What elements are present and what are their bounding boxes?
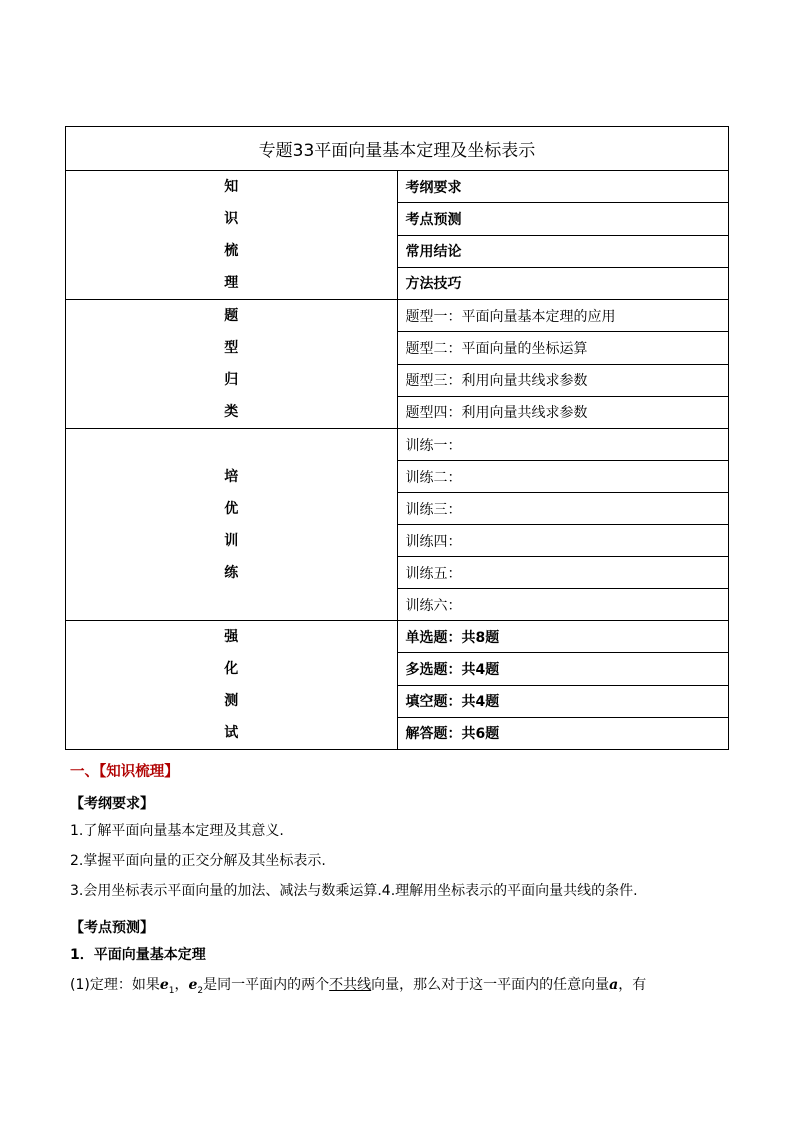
table-item: 考纲要求 — [397, 171, 729, 203]
table-row — [66, 300, 729, 332]
section-label — [66, 300, 398, 429]
table-item: 解答题：共6题 — [397, 717, 729, 749]
table-row — [66, 429, 729, 461]
section-label-char: 类 — [224, 404, 239, 420]
section-label-char: 强 — [224, 629, 239, 645]
section-label-char: 理 — [224, 275, 239, 291]
section-heading: 一、【知识梳理】 — [70, 764, 179, 780]
table-item: 单选题：共8题 — [397, 621, 729, 653]
section-label-char: 化 — [224, 661, 239, 677]
section-label-char: 梳 — [224, 243, 239, 259]
kdyc-heading: 【考点预测】 — [70, 920, 154, 936]
table-item: 训练二： — [397, 461, 729, 493]
section-label-char: 测 — [224, 693, 239, 709]
requirement-3: 3.会用坐标表示平面向量的加法、减法与数乘运算.4.理解用坐标表示的平面向量共线的条件. — [70, 883, 638, 899]
section-label — [66, 429, 398, 621]
section-label-char: 识 — [224, 211, 239, 227]
kgyq-heading: 【考纲要求】 — [70, 796, 154, 812]
table-item: 题型四：利用向量共线求参数 — [397, 396, 729, 428]
section-label-char: 练 — [224, 564, 239, 581]
content-body — [70, 760, 730, 1006]
section-label — [66, 621, 398, 750]
table-row — [66, 171, 729, 203]
table-item: 训练三： — [397, 493, 729, 525]
point1-title: 1．平面向量基本定理 — [70, 947, 206, 963]
section-label-char: 型 — [224, 340, 239, 356]
section-label-char: 题 — [224, 308, 239, 324]
title-row — [66, 127, 729, 171]
section-label — [66, 171, 398, 300]
section-label-char: 培 — [224, 468, 239, 485]
section-label-char: 试 — [224, 725, 239, 741]
section-label-char: 归 — [224, 372, 239, 388]
table-item: 训练一： — [397, 429, 729, 461]
contents-table — [65, 126, 729, 750]
table-item: 填空题：共4题 — [397, 685, 729, 717]
table-item: 题型二：平面向量的坐标运算 — [397, 332, 729, 364]
requirement-1: 1.了解平面向量基本定理及其意义. — [70, 823, 284, 839]
table-item: 训练六： — [397, 589, 729, 621]
section-label-char: 训 — [224, 532, 239, 549]
section-label-char: 优 — [224, 500, 239, 517]
section-label-char: 知 — [224, 179, 239, 195]
table-row — [66, 621, 729, 653]
table-item: 训练四： — [397, 525, 729, 557]
table-item: 题型一：平面向量基本定理的应用 — [397, 300, 729, 332]
point1-text: (1)定理：如果$e_1$，$e_2$是同一平面内的两个不共线向量，那么对于这一平面内的任意向量a，有 — [70, 977, 647, 996]
requirement-2: 2.掌握平面向量的正交分解及其坐标表示. — [70, 853, 326, 869]
vector-a: a — [609, 977, 619, 993]
table-item: 常用结论 — [397, 235, 729, 267]
table-item: 考点预测 — [397, 203, 729, 235]
table-item: 方法技巧 — [397, 267, 729, 299]
table-item: 题型三：利用向量共线求参数 — [397, 364, 729, 396]
table-title: 专题33平面向量基本定理及坐标表示 — [66, 127, 729, 171]
table-item: 训练五： — [397, 557, 729, 589]
underlined-term: 不共线 — [329, 977, 372, 993]
table-item: 多选题：共4题 — [397, 653, 729, 685]
